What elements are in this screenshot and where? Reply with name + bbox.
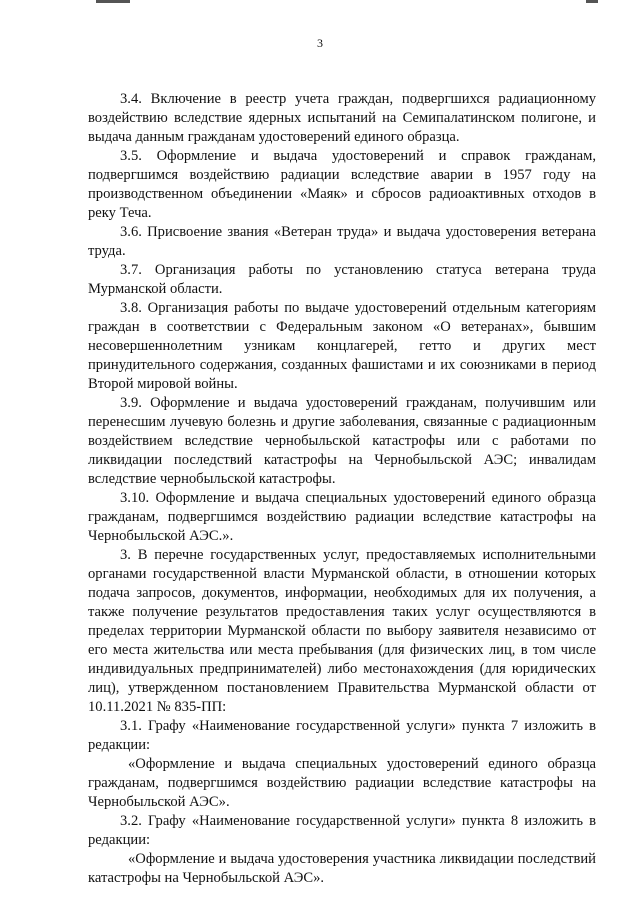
paragraph-3-9: 3.9. Оформление и выдача удостоверений гражданам, получившим или перенесшим лучевую болезнь и другие заболевания, связанные с радиационным воздействием вследствие чернобыльской катастрофы или с работами по ликвидации последствий катастрофы на Чернобыльской АЭС; инвалидам вследствие чернобыльской катастрофы.: [88, 395, 596, 487]
paragraph-3-10: 3.10. Оформление и выдача специальных удостоверений единого образца гражданам, подвергшимся воздействию радиации вследствие катастрофы на Чернобыльской АЭС.».: [88, 490, 596, 544]
page-number: 3: [317, 36, 323, 50]
paragraph-3-6: 3.6. Присвоение звания «Ветеран труда» и выдача удостоверения ветерана труда.: [88, 224, 596, 259]
paragraph-3-1-quote: «Оформление и выдача специальных удостоверений единого образца гражданам, подвергшимся воздействию радиации вследствие катастрофы на Чернобыльской АЭС».: [88, 756, 596, 810]
scan-edge-mark-right: [586, 0, 598, 3]
paragraph-3-2-quote: «Оформление и выдача удостоверения участника ликвидации последствий катастрофы на Чернобыльской АЭС».: [88, 851, 596, 886]
document-body: [88, 90, 596, 888]
paragraph-3-1: 3.1. Графу «Наименование государственной услуги» пункта 7 изложить в редакции:: [88, 718, 596, 753]
scan-edge-mark-left: [96, 0, 130, 3]
paragraph-3-5: 3.5. Оформление и выдача удостоверений и справок гражданам, подвергшимся воздействию радиации вследствие аварии в 1957 году на производственном объединении «Маяк» и сбросов радиоактивных отходов в реку Теча.: [88, 148, 596, 221]
paragraph-3-8: 3.8. Организация работы по выдаче удостоверений отдельным категориям граждан в соответствии с Федеральным законом «О ветеранах», бывшим несовершеннолетним узникам концлагерей, гетто и других мест принудительного содержания, созданных фашистами и их союзниками в период Второй мировой войны.: [88, 300, 596, 392]
paragraph-3: 3. В перечне государственных услуг, предоставляемых исполнительными органами государственной власти Мурманской области, в отношении которых подача запросов, документов, информации, необходимых для их получения, а также получение результатов предоставления таких услуг осуществляются в пределах территории Мурманской области по выбору заявителя независимо от его места жительства или места пребывания (для физических лиц, в том числе индивидуальных предпринимателей) либо местонахождения (для юридических лиц), утвержденном постановлением Правительства Мурманской области от 10.11.2021 № 835-ПП:: [88, 547, 596, 715]
paragraph-3-2: 3.2. Графу «Наименование государственной услуги» пункта 8 изложить в редакции:: [88, 813, 596, 848]
paragraph-3-4: 3.4. Включение в реестр учета граждан, подвергшихся радиационному воздействию вследствие ядерных испытаний на Семипалатинском полигоне, и выдача данным гражданам удостоверений единого образца.: [88, 91, 596, 145]
paragraph-3-7: 3.7. Организация работы по установлению статуса ветерана труда Мурманской области.: [88, 262, 596, 297]
